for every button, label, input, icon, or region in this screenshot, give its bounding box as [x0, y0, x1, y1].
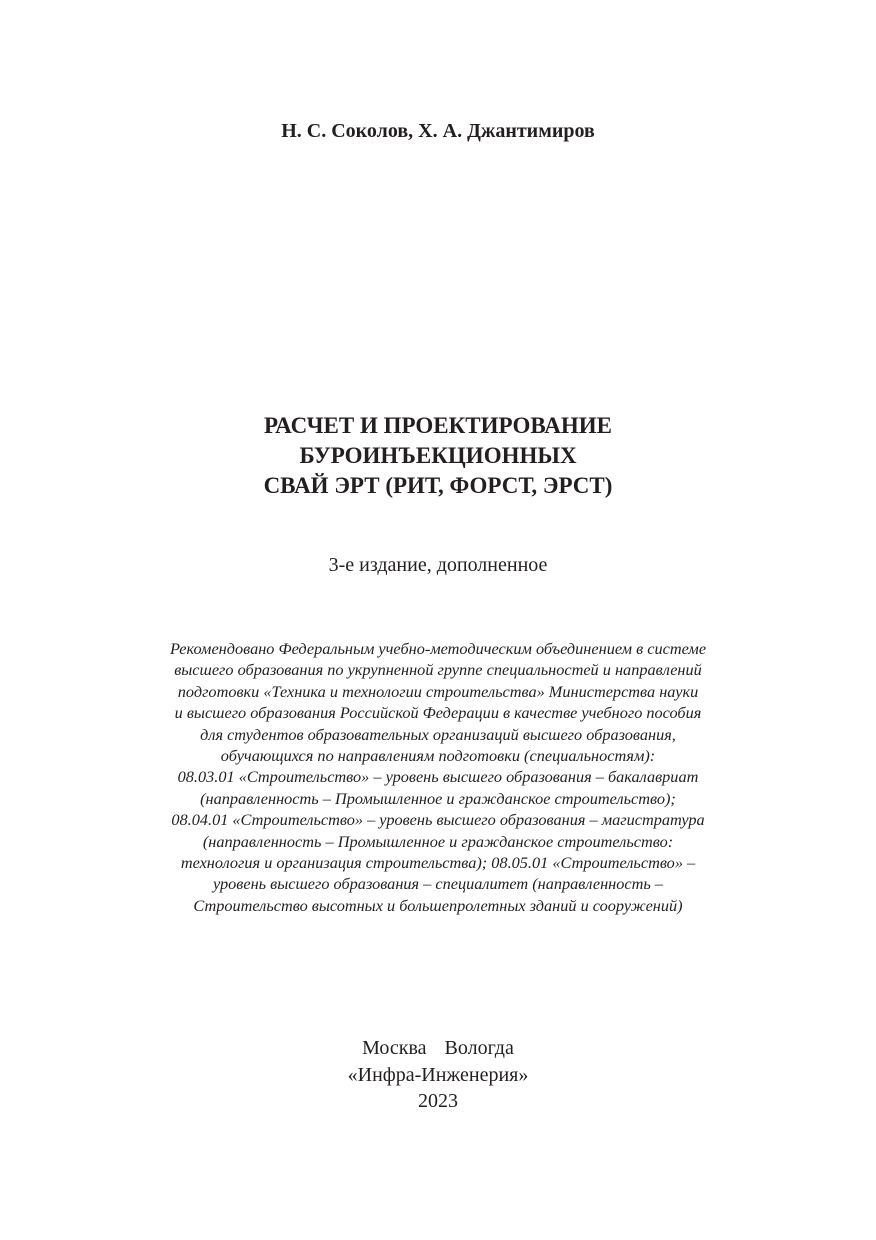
recommendation-line: 08.04.01 «Строительство» – уровень высшего образования – магистратура: [171, 810, 705, 830]
recommendation-line: для студентов образовательных организаций высшего образования,: [200, 724, 676, 744]
recommendation-line: технология и организация строительства); 08.05.01 «Строительство» –: [180, 853, 696, 873]
recommendation-line: Строительство высотных и большепролетных зданий и сооружений): [193, 895, 683, 915]
imprint-city: Москва: [362, 1037, 427, 1059]
recommendation-line: (направленность – Промышленное и гражданское строительство);: [200, 788, 676, 808]
imprint-publisher: «Инфра-Инженерия»: [347, 1063, 529, 1086]
imprint-year: 2023: [418, 1090, 458, 1112]
title-line: РАСЧЕТ И ПРОЕКТИРОВАНИЕ: [264, 413, 612, 438]
recommendation-line: высшего образования по укрупненной группе специальностей и направлений: [174, 660, 702, 680]
title-line: СВАЙ ЭРТ (РИТ, ФОРСТ, ЭРСТ): [263, 473, 613, 498]
imprint-cities: [0, 1035, 876, 1062]
imprint-city: Вологда: [444, 1037, 514, 1059]
recommendation-line: подготовки «Техника и технологии строительства» Министерства науки: [177, 681, 699, 701]
book-title: [0, 411, 876, 501]
recommendation-line: обучающихся по направлениям подготовки (специальностям):: [220, 746, 656, 766]
recommendation-line: и высшего образования Российской Федерации в качестве учебного пособия: [174, 703, 702, 723]
edition: 3-е издание, дополненное: [328, 554, 548, 576]
recommendation-text: [0, 638, 876, 916]
title-line: БУРОИНЪЕКЦИОННЫХ: [299, 443, 577, 468]
recommendation-line: Рекомендовано Федеральным учебно-методическим объединением в системе: [169, 639, 707, 658]
imprint: [0, 1035, 876, 1115]
recommendation-line: уровень высшего образования – специалитет (направленность –: [213, 874, 663, 894]
recommendation-line: (направленность – Промышленное и гражданское строительство:: [202, 831, 674, 851]
recommendation-line: 08.03.01 «Строительство» – уровень высшего образования – бакалавриат: [177, 767, 699, 787]
authors: Н. С. Соколов, Х. А. Джантимиров: [281, 120, 595, 142]
